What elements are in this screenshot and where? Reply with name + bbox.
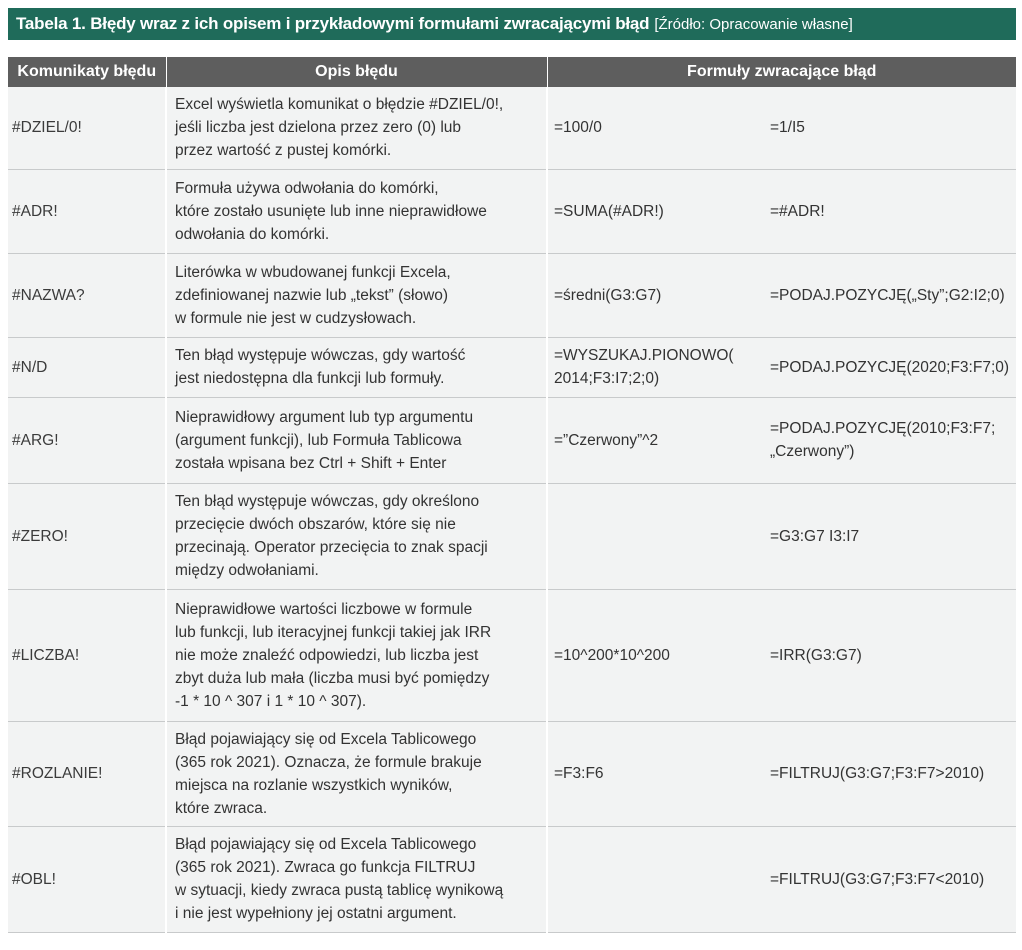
error-description-line: w formule nie jest w cudzysłowach. (175, 309, 417, 327)
example-formula-1 (547, 483, 762, 589)
example-formula-2-line: =PODAJ.POZYCJĘ(„Sty”;G2:I2;0) (770, 286, 1005, 304)
example-formula-1 (547, 169, 762, 253)
error-description (166, 483, 547, 589)
error-description (166, 721, 547, 826)
table-row (8, 169, 1016, 253)
example-formula-1 (547, 253, 762, 337)
error-description-line: jeśli liczba jest dzielona przez zero (0) lub (175, 119, 462, 137)
example-formula-1 (547, 397, 762, 483)
table-row (8, 87, 1016, 169)
error-description-line: jest niedostępna dla funkcji lub formuły. (175, 370, 445, 387)
example-formula-2-line: =PODAJ.POZYCJĘ(2020;F3:F7;0) (770, 358, 1010, 376)
header-code: Komunikaty błędu (8, 57, 166, 87)
error-description-line: Literówka w wbudowanej funkcji Excela, (175, 263, 451, 281)
error-description (166, 253, 547, 337)
error-code: #ARG! (8, 397, 166, 483)
error-description (166, 826, 547, 932)
table-body (8, 87, 1016, 932)
error-description-line: między odwołaniami. (175, 562, 319, 579)
error-description-line: została wpisana bez Ctrl + Shift + Enter (175, 454, 447, 472)
example-formula-1-line: =średni(G3:G7) (554, 286, 662, 304)
example-formula-1-line: =WYSZUKAJ.PIONOWO( (554, 347, 734, 364)
table-row (8, 589, 1016, 721)
error-description-line: Nieprawidłowy argument lub typ argumentu (175, 408, 474, 426)
error-description-line: Ten błąd występuje wówczas, gdy wartość (175, 347, 466, 364)
example-formula-2 (762, 253, 1016, 337)
table-source: [Źródło: Opracowanie własne] (654, 15, 853, 33)
error-code: #ZERO! (8, 483, 166, 589)
error-description-line: lub funkcji, lub iteracyjnej funkcji takiej jak IRR (175, 623, 492, 641)
example-formula-2 (762, 397, 1016, 483)
table-row (8, 721, 1016, 826)
error-description-line: Błąd pojawiający się od Excela Tablicowego (175, 730, 477, 748)
example-formula-2-line: =#ADR! (770, 202, 825, 220)
example-formula-1-line: 2014;F3:I7;2;0) (554, 370, 660, 387)
example-formula-1 (547, 87, 762, 169)
table-row (8, 483, 1016, 589)
error-description-line: nie może znaleźć odpowiedzi, lub liczba jest (175, 646, 479, 664)
error-code: #ROZLANIE! (8, 721, 166, 826)
error-description-line: przecięcie dwóch obszarów, które się nie (175, 516, 456, 533)
error-description-line: zbyt duża lub mała (liczba musi być pomiędzy (175, 669, 490, 687)
table-caption (8, 8, 1016, 40)
error-code: #ADR! (8, 169, 166, 253)
example-formula-1-line: =SUMA(#ADR!) (554, 202, 664, 220)
example-formula-2 (762, 826, 1016, 932)
header-formulas: Formuły zwracające błąd (547, 57, 1016, 87)
example-formula-2-line: =IRR(G3:G7) (770, 646, 862, 664)
example-formula-2 (762, 721, 1016, 826)
error-description (166, 169, 547, 253)
table-row (8, 826, 1016, 932)
error-description-line: Formuła używa odwołania do komórki, (175, 179, 439, 197)
error-description-line: i nie jest wypełniony jej ostatni argument. (175, 905, 457, 922)
example-formula-2-line: =G3:G7 I3:I7 (770, 527, 860, 545)
error-description-line: które zwraca. (175, 799, 268, 817)
example-formula-1 (547, 589, 762, 721)
example-formula-1-line: =”Czerwony”^2 (554, 431, 659, 449)
table-row (8, 253, 1016, 337)
example-formula-2-line: =FILTRUJ(G3:G7;F3:F7>2010) (770, 765, 985, 782)
header-description: Opis błędu (166, 57, 547, 87)
errors-table (8, 57, 1016, 933)
table-title: Tabela 1. Błędy wraz z ich opisem i przykładowymi formułami zwracającymi błąd (16, 14, 650, 33)
error-description-line: (365 rok 2021). Oznacza, że formule brakuje (175, 753, 482, 771)
table-row (8, 337, 1016, 397)
error-description-line: odwołania do komórki. (175, 225, 330, 243)
error-description-line: zdefiniowanej nazwie lub „tekst” (słowo) (175, 286, 449, 304)
example-formula-2-line: =FILTRUJ(G3:G7;F3:F7<2010) (770, 870, 985, 888)
error-description (166, 87, 547, 169)
error-description-line: Excel wyświetla komunikat o błędzie #DZIEL/0!, (175, 96, 504, 114)
example-formula-2-line: =1/I5 (770, 119, 805, 137)
error-description-line: Nieprawidłowe wartości liczbowe w formule (175, 600, 473, 618)
error-code: #LICZBA! (8, 589, 166, 721)
example-formula-2 (762, 337, 1016, 397)
example-formula-2-line: =PODAJ.POZYCJĘ(2010;F3:F7; (770, 420, 996, 437)
table-row (8, 397, 1016, 483)
example-formula-1-line: =10^200*10^200 (554, 646, 670, 664)
example-formula-2-line: „Czerwony”) (770, 443, 855, 460)
example-formula-1 (547, 826, 762, 932)
example-formula-2 (762, 589, 1016, 721)
error-description (166, 337, 547, 397)
error-code: #DZIEL/0! (8, 87, 166, 169)
header-row (8, 57, 1016, 87)
error-description-line: Błąd pojawiający się od Excela Tablicowego (175, 836, 477, 853)
example-formula-2 (762, 483, 1016, 589)
example-formula-1-line: =100/0 (554, 119, 602, 137)
error-description (166, 397, 547, 483)
example-formula-2 (762, 87, 1016, 169)
error-description (166, 589, 547, 721)
example-formula-1-line: =F3:F6 (554, 765, 604, 782)
error-description-line: przez wartość z pustej komórki. (175, 142, 392, 160)
error-description-line: które zostało usunięte lub inne nieprawidłowe (175, 202, 487, 220)
error-description-line: -1 * 10 ^ 307 i 1 * 10 ^ 307). (175, 692, 367, 710)
example-formula-1 (547, 721, 762, 826)
error-description-line: Ten błąd występuje wówczas, gdy określono (175, 493, 480, 510)
example-formula-1 (547, 337, 762, 397)
error-description-line: (365 rok 2021). Zwraca go funkcja FILTRUJ (175, 859, 476, 876)
error-description-line: w sytuacji, kiedy zwraca pustą tablicę wynikową (175, 882, 504, 899)
error-description-line: (argument funkcji), lub Formuła Tablicowa (175, 431, 462, 449)
error-description-line: miejsca na rozlanie wszystkich wyników, (175, 776, 453, 794)
error-code: #NAZWA? (8, 253, 166, 337)
error-code: #OBL! (8, 826, 166, 932)
error-code: #N/D (8, 337, 166, 397)
example-formula-2 (762, 169, 1016, 253)
error-description-line: przecinają. Operator przecięcia to znak spacji (175, 539, 488, 556)
